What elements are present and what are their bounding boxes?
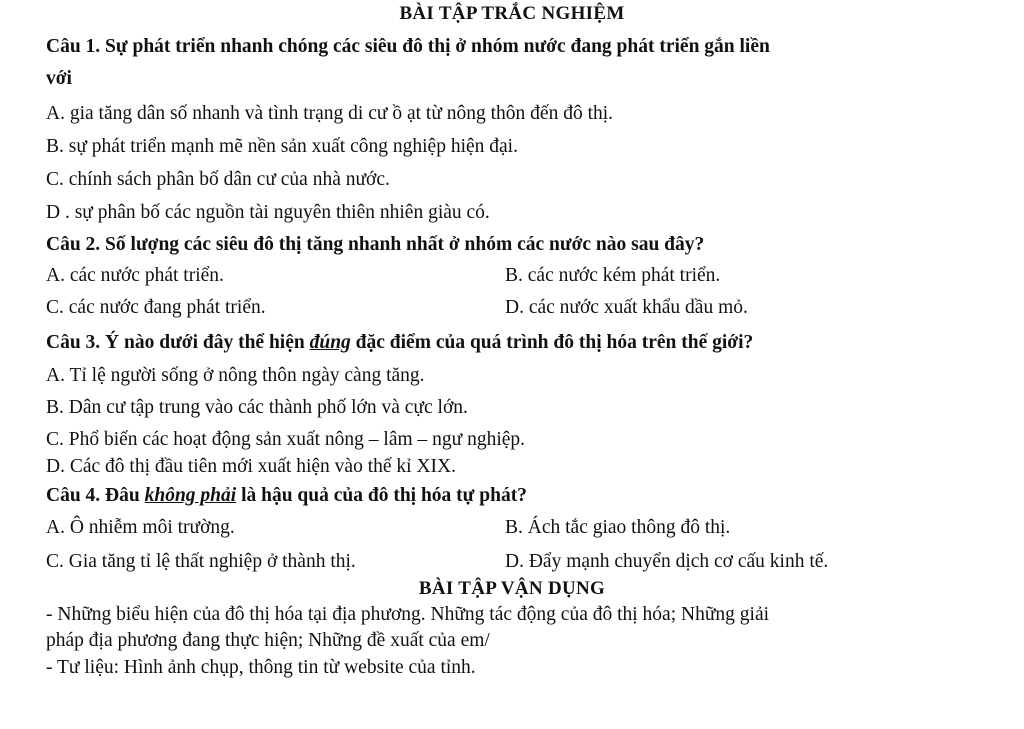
question-4-stem [46, 484, 527, 508]
question-4-option-a: A. Ô nhiễm môi trường. [46, 517, 235, 538]
question-4-stem-end: là hậu quả của đô thị hóa tự phát? [236, 485, 527, 506]
question-2-option-c: C. các nước đang phát triển. [46, 297, 266, 318]
applied-line-3: - Tư liệu: Hình ảnh chụp, thông tin từ website của tỉnh. [46, 657, 476, 678]
question-3-stem [46, 331, 753, 355]
question-4-stem-start: Câu 4. Đâu [46, 485, 145, 506]
question-1-stem-continued: với [46, 68, 72, 89]
question-1-stem: Câu 1. Sự phát triển nhanh chóng các siêu đô thị ở nhóm nước đang phát triển gắn liền [46, 36, 770, 57]
question-4-option-d: D. Đẩy mạnh chuyển dịch cơ cấu kinh tế. [505, 551, 829, 572]
question-3-stem-start: Câu 3. Ý nào dưới đây thể hiện [46, 332, 310, 353]
question-1-option-b: B. sự phát triển mạnh mẽ nền sản xuất công nghiệp hiện đại. [46, 136, 518, 157]
question-3-option-c: C. Phổ biến các hoạt động sản xuất nông – lâm – ngư nghiệp. [46, 429, 526, 450]
question-3-option-b: B. Dân cư tập trung vào các thành phố lớn và cực lớn. [46, 397, 468, 418]
question-3-emphasis: đúng [309, 332, 351, 353]
question-4-option-b: B. Ách tắc giao thông đô thị. [505, 517, 731, 538]
question-1-option-d: D . sự phân bố các nguồn tài nguyên thiên nhiên giàu có. [46, 202, 490, 223]
question-2-option-a: A. các nước phát triển. [46, 265, 224, 286]
section-title-multiple-choice: BÀI TẬP TRẮC NGHIỆM [399, 3, 625, 24]
applied-line-1: - Những biểu hiện của đô thị hóa tại địa phương. Những tác động của đô thị hóa; Những giải [46, 604, 770, 625]
question-4-option-c: C. Gia tăng tỉ lệ thất nghiệp ở thành thị. [46, 551, 356, 572]
question-2-option-d: D. các nước xuất khẩu dầu mỏ. [505, 297, 748, 318]
question-3-option-a: A. Tỉ lệ người sống ở nông thôn ngày càng tăng. [46, 365, 425, 386]
question-1-option-c: C. chính sách phân bố dân cư của nhà nước. [46, 169, 390, 190]
question-2-option-b: B. các nước kém phát triển. [505, 265, 721, 286]
question-3-stem-end: đặc điểm của quá trình đô thị hóa trên thế giới? [350, 332, 754, 353]
section-title-applied-exercises: BÀI TẬP VẬN DỤNG [418, 578, 606, 599]
applied-line-2: pháp địa phương đang thực hiện; Những đề xuất của em/ [46, 630, 490, 651]
question-3-option-d: D. Các đô thị đầu tiên mới xuất hiện vào thế kỉ XIX. [46, 456, 456, 477]
question-2-stem: Câu 2. Số lượng các siêu đô thị tăng nhanh nhất ở nhóm các nước nào sau đây? [46, 234, 705, 255]
question-1-option-a: A. gia tăng dân số nhanh và tình trạng di cư ồ ạt từ nông thôn đến đô thị. [46, 103, 614, 124]
question-4-emphasis: không phải [144, 485, 237, 506]
